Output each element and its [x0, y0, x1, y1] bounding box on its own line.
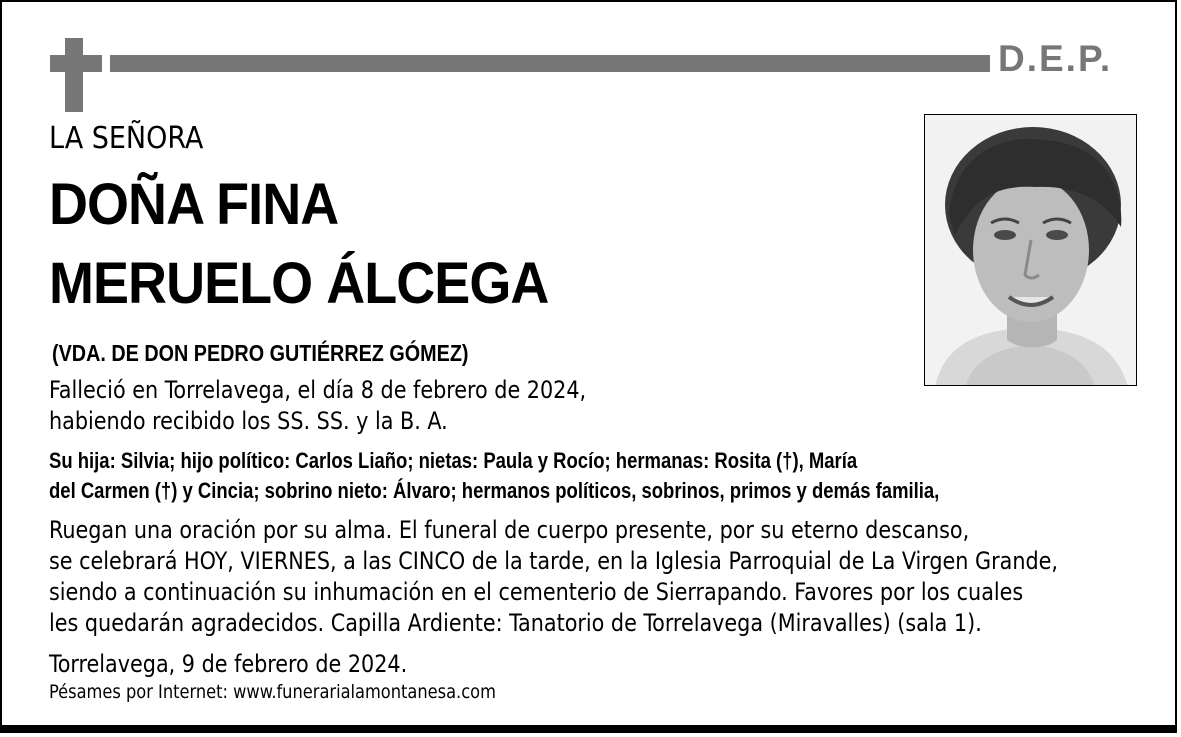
- condolences-line: Pésames por Internet: www.funerarialamontanesa.com: [49, 681, 496, 703]
- funeral-line-4: les quedarán agradecidos. Capilla Ardiente: Tanatorio de Torrelavega (Miravalles) (sala 1).: [49, 609, 982, 637]
- title-label: LA SEÑORA: [49, 121, 204, 156]
- dep-label: D.E.P.: [998, 38, 1113, 79]
- cross-icon: [50, 38, 102, 112]
- header-rule: [110, 55, 990, 72]
- family-line-2: del Carmen (†) y Cincia; sobrino nieto: Álvaro; hermanos políticos, sobrinos, primos y demás familia,: [49, 478, 940, 503]
- portrait-image: [925, 115, 1137, 386]
- deceased-name-line1: DOÑA FINA: [49, 172, 339, 237]
- widow-of-line: (VDA. DE DON PEDRO GUTIÉRREZ GÓMEZ): [52, 340, 469, 366]
- portrait-photo: [924, 114, 1137, 386]
- funeral-line-1: Ruegan una oración por su alma. El funeral de cuerpo presente, por su eterno descanso,: [49, 516, 970, 544]
- place-date: Torrelavega, 9 de febrero de 2024.: [49, 650, 408, 678]
- funeral-line-3: siendo a continuación su inhumación en el cementerio de Sierrapando. Favores por los cuales: [49, 578, 1024, 606]
- death-line-1: Falleció en Torrelavega, el día 8 de febrero de 2024,: [49, 376, 587, 404]
- death-line-2: habiendo recibido los SS. SS. y la B. A.: [49, 407, 448, 435]
- deceased-name-line2: MERUELO ÁLCEGA: [49, 251, 549, 316]
- family-line-1: Su hija: Silvia; hijo político: Carlos Liaño; nietas: Paula y Rocío; hermanas: Rosita (†), María: [49, 448, 858, 473]
- funeral-line-2: se celebrará HOY, VIERNES, a las CINCO de la tarde, en la Iglesia Parroquial de La Virgen Grande,: [49, 547, 1058, 575]
